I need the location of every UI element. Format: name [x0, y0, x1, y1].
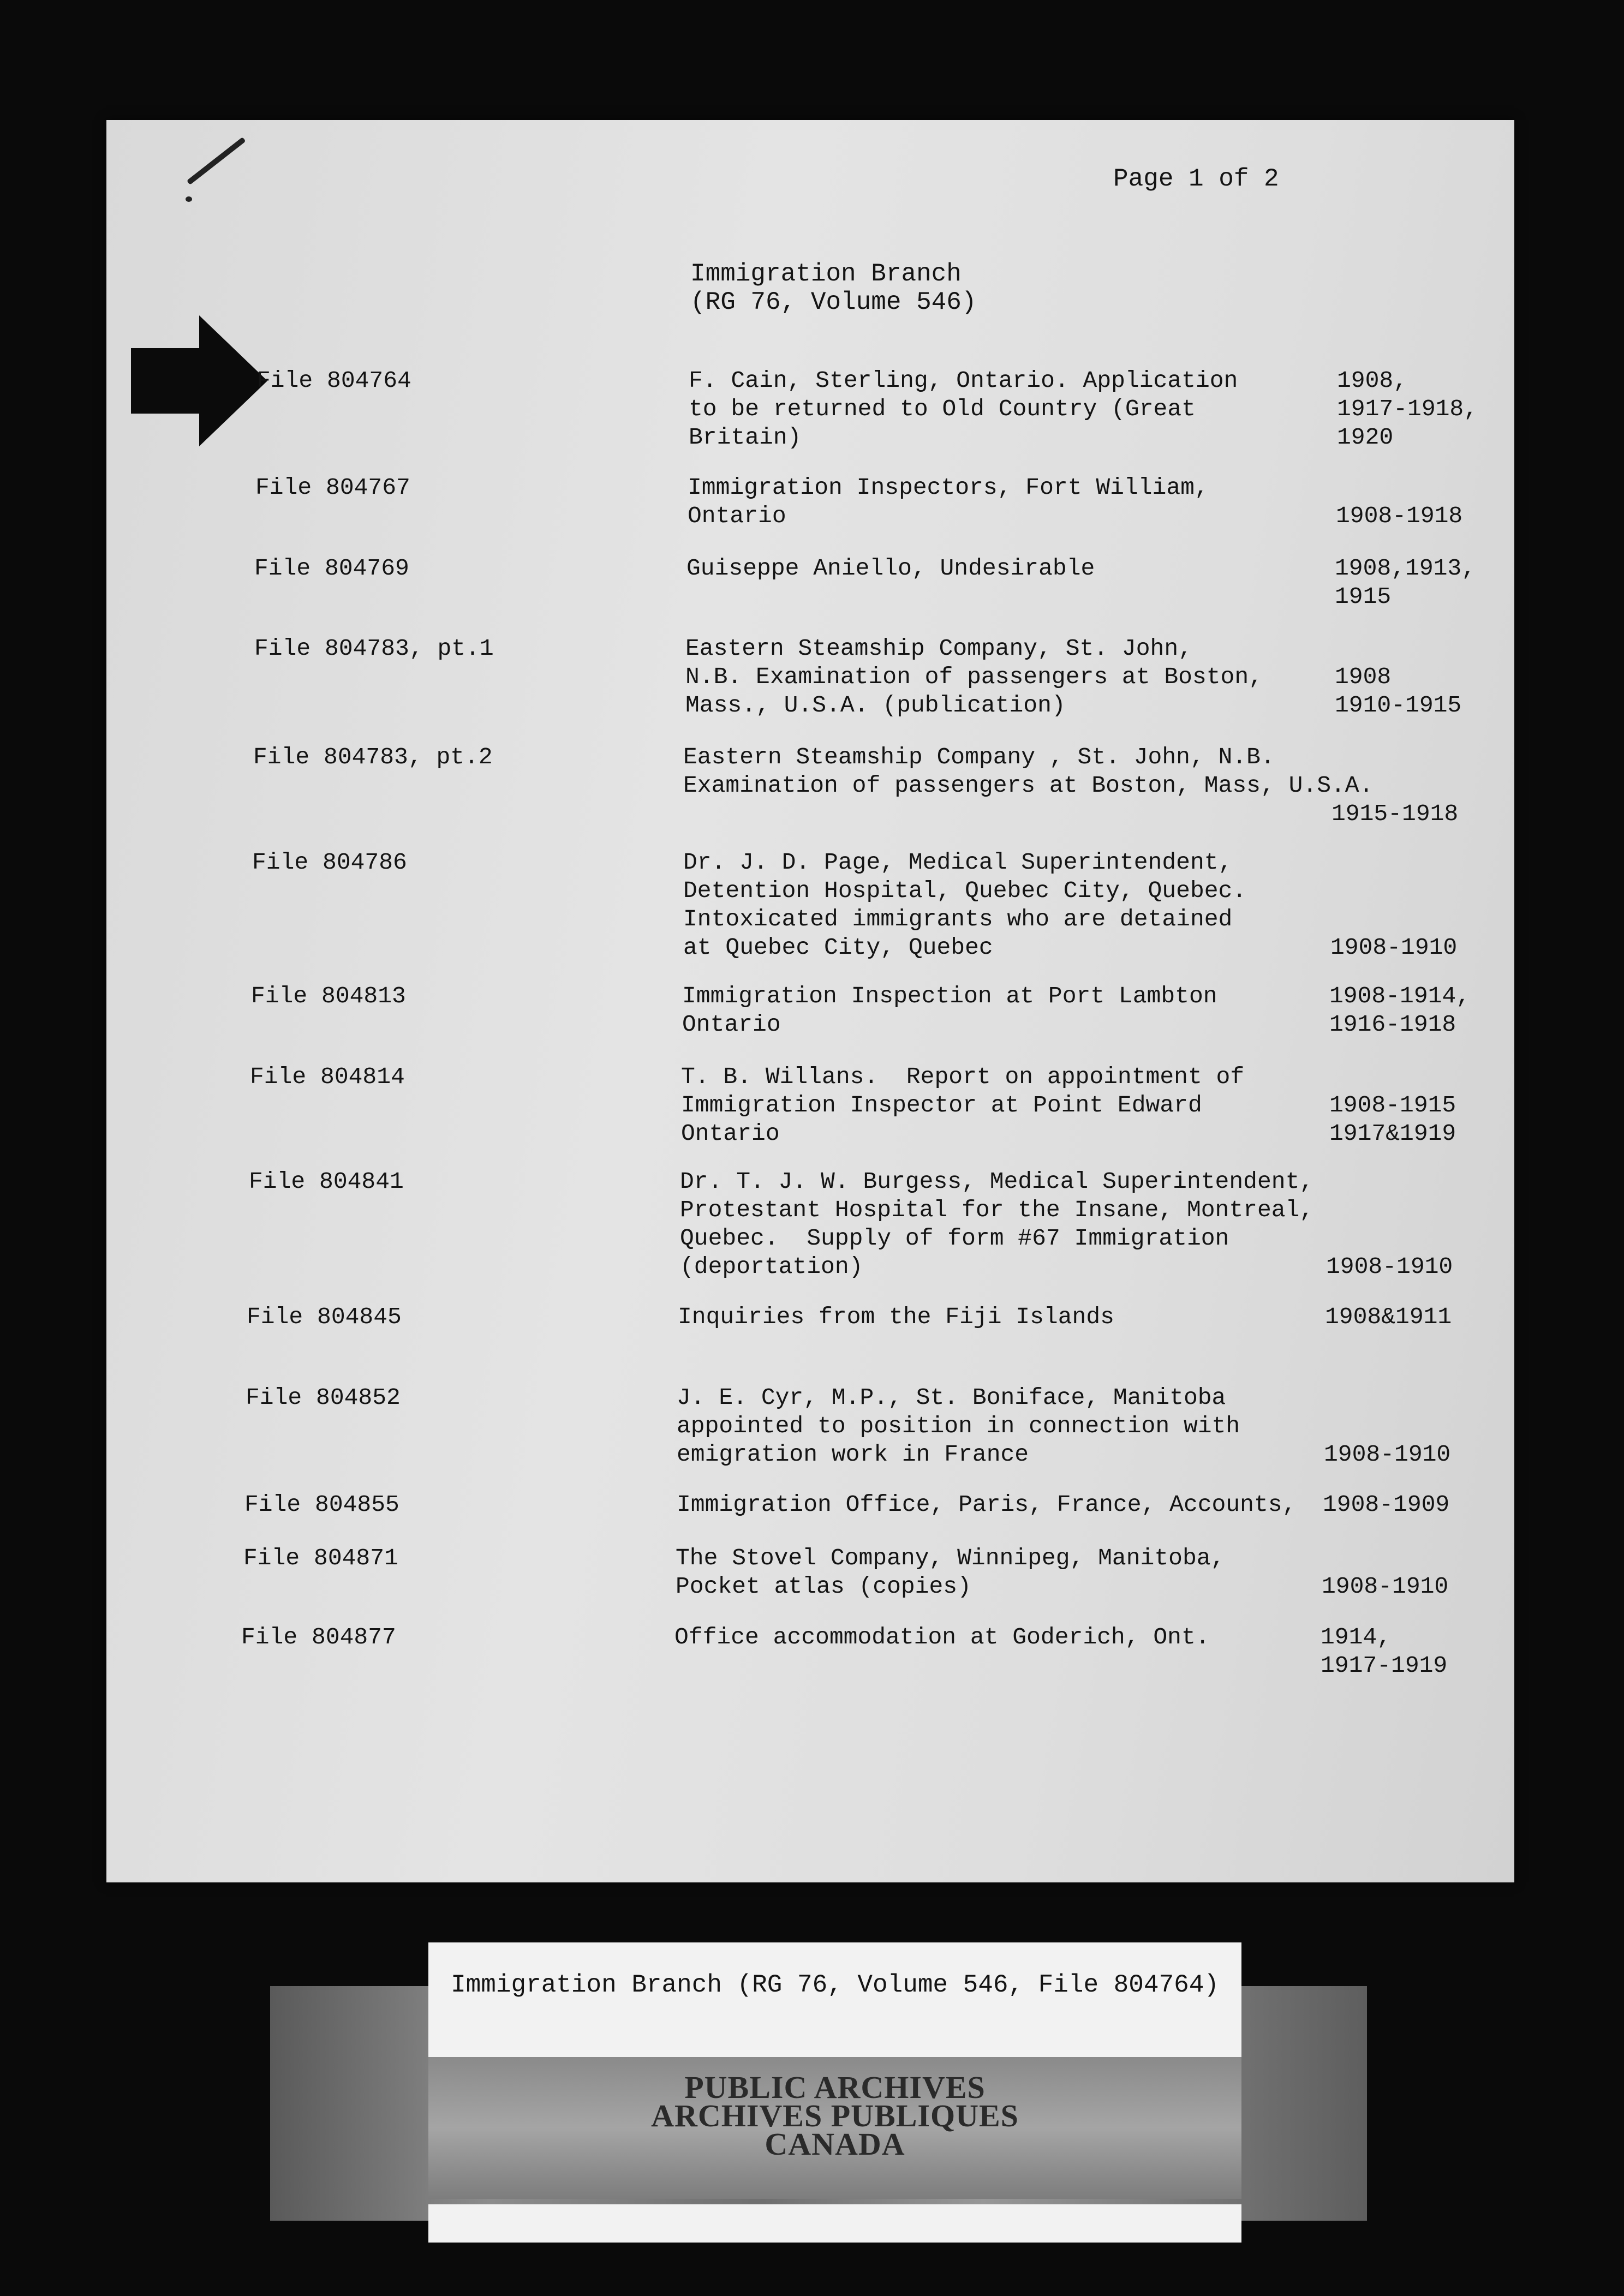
heading-subtitle: (RG 76, Volume 546) [690, 288, 977, 316]
file-label-text: Immigration Branch (RG 76, Volume 546, File 804764) [451, 1971, 1219, 1999]
file-label-card [428, 1942, 1241, 2057]
file-number: File 804767 [255, 474, 410, 501]
file-description: Dr. T. J. W. Burgess, Medical Superintendent, Protestant Hospital for the Insane, Montreal, Quebec. Supply of form #67 Immigration (deportation) [680, 1168, 1314, 1280]
file-description: The Stovel Company, Winnipeg, Manitoba, Pocket atlas (copies) [676, 1545, 1225, 1600]
file-description: Immigration Inspectors, Fort William, Ontario [688, 474, 1209, 529]
file-dates: 1908 1910-1915 [1335, 663, 1462, 719]
page-indicator: Page 1 of 2 [1113, 165, 1279, 193]
archive-stamp [428, 2070, 1241, 2162]
file-dates: 1908-1918 [1336, 503, 1463, 529]
file-number: File 804855 [244, 1491, 399, 1518]
file-dates: 1908-1910 [1322, 1573, 1449, 1600]
file-number: File 804764 [256, 367, 411, 394]
file-dates: 1908-1915 1917&1919 [1329, 1092, 1456, 1147]
file-dates: 1914, 1917-1919 [1321, 1624, 1448, 1679]
file-description: Dr. J. D. Page, Medical Superintendent, Detention Hospital, Quebec City, Quebec. Intoxicated immigrants who are detained at Quebec City, Quebec [683, 849, 1247, 961]
file-number: File 804841 [249, 1168, 404, 1195]
file-description: Eastern Steamship Company, St. John, N.B. Examination of passengers at Boston, Mass., U.S.A. (publication) [685, 635, 1263, 719]
file-description: T. B. Willans. Report on appointment of Immigration Inspector at Point Edward Ontario [681, 1063, 1245, 1147]
stamp-line-country: CANADA [765, 2126, 905, 2162]
file-description: Guiseppe Aniello, Undesirable [686, 555, 1095, 582]
pen-mark-dot [186, 196, 192, 202]
stamp-line-english: PUBLIC ARCHIVES [684, 2070, 986, 2105]
file-dates: 1908-1909 [1323, 1491, 1450, 1518]
file-dates: 1908,1913, 1915 [1335, 555, 1476, 610]
stamp-line-french: ARCHIVES PUBLIQUES [651, 2098, 1019, 2133]
heading-title: Immigration Branch [690, 260, 962, 288]
file-dates: 1908&1911 [1325, 1304, 1452, 1330]
file-dates: 1908-1910 [1330, 934, 1458, 961]
file-number: File 804786 [252, 849, 407, 876]
file-number: File 804814 [250, 1063, 405, 1090]
file-dates: 1915-1918 [1332, 800, 1459, 827]
file-description: J. E. Cyr, M.P., St. Boniface, Manitoba appointed to position in connection with emigration work in France [677, 1384, 1240, 1468]
file-number: File 804813 [251, 983, 406, 1009]
file-description: Immigration Inspection at Port Lambton Ontario [682, 983, 1217, 1038]
file-dates: 1908-1910 [1326, 1253, 1453, 1280]
file-dates: 1908-1914, 1916-1918 [1329, 983, 1471, 1038]
bottom-label-strip [428, 2204, 1241, 2243]
file-dates: 1908-1910 [1324, 1441, 1451, 1468]
file-dates: 1908, 1917-1918, 1920 [1337, 367, 1478, 451]
file-number: File 804783, pt.2 [253, 744, 493, 770]
file-number: File 804871 [243, 1545, 398, 1571]
file-description: Eastern Steamship Company , St. John, N.B. Examination of passengers at Boston, Mass, U.S.A. [683, 744, 1374, 799]
file-description: Inquiries from the Fiji Islands [678, 1304, 1114, 1330]
file-description: F. Cain, Sterling, Ontario. Application to be returned to Old Country (Great Britain) [689, 367, 1238, 451]
file-number: File 804783, pt.1 [254, 635, 494, 662]
file-number: File 804852 [246, 1384, 401, 1411]
document-heading [690, 260, 977, 316]
file-number: File 804769 [254, 555, 409, 582]
file-description: Office accommodation at Goderich, Ont. [674, 1624, 1210, 1651]
file-number: File 804877 [241, 1624, 396, 1651]
file-number: File 804845 [247, 1304, 402, 1330]
file-description: Immigration Office, Paris, France, Accounts, [677, 1491, 1297, 1518]
